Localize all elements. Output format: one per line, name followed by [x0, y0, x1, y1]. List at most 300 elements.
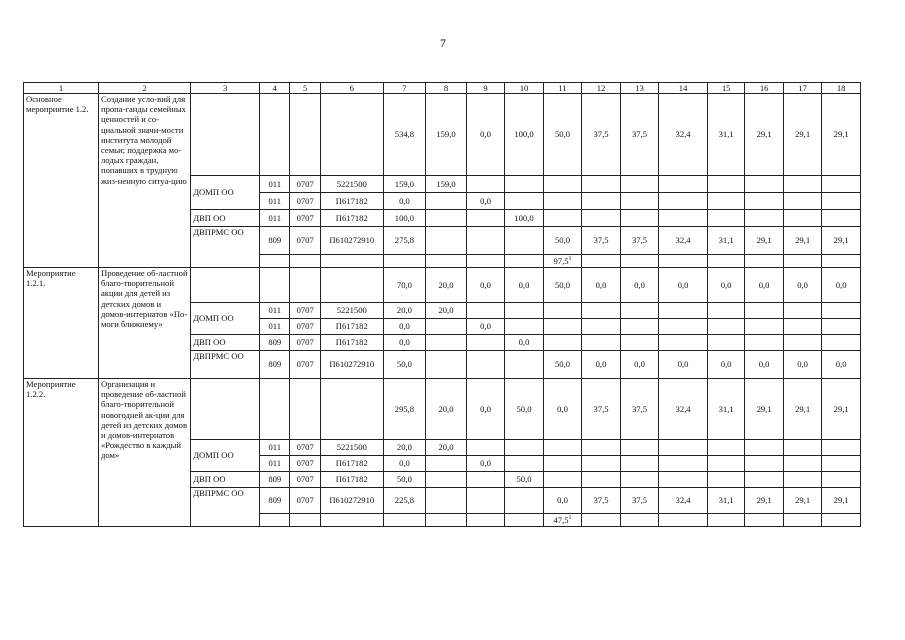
value-cell — [426, 193, 467, 210]
target-article-cell: П617182 — [320, 472, 383, 488]
total-value-cell: 0,0 — [822, 268, 861, 303]
block-total-row — [24, 379, 861, 440]
header-cell: 12 — [582, 83, 621, 94]
empty-cell — [822, 210, 861, 227]
org-cell: ДОМП ОО — [191, 303, 260, 335]
empty-cell — [745, 440, 784, 456]
empty-cell — [745, 193, 784, 210]
empty-cell — [783, 303, 822, 319]
total-value-cell: 31,1 — [707, 379, 744, 440]
measure-title: Основное мероприятие 1.2. — [24, 94, 99, 268]
empty-cell — [505, 255, 544, 268]
value-cell — [466, 440, 505, 456]
empty-cell — [707, 210, 744, 227]
empty-cell — [505, 514, 544, 527]
empty-cell — [707, 456, 744, 472]
sum-cell: 0,0 — [383, 335, 426, 351]
value-cell: 0,0 — [745, 351, 784, 379]
empty-cell — [659, 193, 708, 210]
measure-description: Создание усло-вий для пропа-ганды семейных ценностей и со-циальной значи-мости института молодой семьи; поддержка мо-лодых граждан, попавших в трудную жиз-ненную ситуа-цию — [98, 94, 190, 268]
section-cell: 0707 — [290, 440, 320, 456]
value-cell: 0,0 — [707, 351, 744, 379]
value-cell: 32,4 — [659, 488, 708, 514]
grbs-cell: 809 — [260, 335, 290, 351]
value-cell: 100,0 — [505, 210, 544, 227]
target-article-cell: П610272910 — [320, 488, 383, 514]
target-article-cell: П617182 — [320, 210, 383, 227]
empty-cell — [191, 379, 260, 440]
extra-value-cell — [543, 514, 582, 527]
empty-cell — [191, 94, 260, 176]
grbs-cell: 011 — [260, 440, 290, 456]
value-cell: 29,1 — [822, 227, 861, 255]
empty-cell — [383, 514, 426, 527]
empty-cell — [822, 514, 861, 527]
value-cell: 37,5 — [620, 227, 659, 255]
empty-cell — [707, 176, 744, 193]
value-cell — [543, 456, 582, 472]
value-cell: 29,1 — [745, 488, 784, 514]
org-cell: ДВП ОО — [191, 335, 260, 351]
value-cell: 31,1 — [707, 488, 744, 514]
empty-cell — [320, 255, 383, 268]
empty-cell — [505, 488, 544, 514]
total-value-cell: 31,1 — [707, 94, 744, 176]
header-cell: 14 — [659, 83, 708, 94]
empty-cell — [707, 255, 744, 268]
empty-cell — [582, 255, 621, 268]
block-total-row — [24, 268, 861, 303]
value-cell — [543, 210, 582, 227]
empty-cell — [620, 210, 659, 227]
empty-cell — [582, 514, 621, 527]
empty-cell — [659, 472, 708, 488]
empty-cell — [745, 255, 784, 268]
total-value-cell: 0,0 — [659, 268, 708, 303]
empty-cell — [822, 456, 861, 472]
header-cell: 9 — [466, 83, 505, 94]
value-cell: 20,0 — [426, 440, 467, 456]
empty-cell — [582, 472, 621, 488]
empty-cell — [582, 303, 621, 319]
empty-cell — [707, 440, 744, 456]
empty-cell — [620, 319, 659, 335]
empty-cell — [505, 227, 544, 255]
value-cell: 29,1 — [745, 227, 784, 255]
section-cell: 0707 — [290, 472, 320, 488]
empty-cell — [659, 335, 708, 351]
header-cell: 5 — [290, 83, 320, 94]
empty-cell — [582, 440, 621, 456]
empty-cell — [783, 176, 822, 193]
measure-description: Проведение об-ластной благо-творительной акции для детей из детских домов и домов-интернатов «По-моги ближнему» — [98, 268, 190, 379]
section-cell: 0707 — [290, 210, 320, 227]
value-cell: 0,0 — [822, 351, 861, 379]
value-cell — [543, 335, 582, 351]
sum-cell: 159,0 — [383, 176, 426, 193]
value-cell: 0,0 — [543, 488, 582, 514]
footnote-mark: 1 — [568, 256, 572, 263]
value-cell — [426, 319, 467, 335]
empty-cell — [260, 255, 290, 268]
value-cell — [505, 440, 544, 456]
total-value-cell: 50,0 — [543, 268, 582, 303]
target-article-cell: П610272910 — [320, 351, 383, 379]
sum-cell: 50,0 — [383, 351, 426, 379]
measure-title: Мероприятие 1.2.1. — [24, 268, 99, 379]
total-value-cell: 29,1 — [822, 94, 861, 176]
empty-cell — [783, 514, 822, 527]
org-cell: ДВП ОО — [191, 472, 260, 488]
header-cell: 6 — [320, 83, 383, 94]
value-cell — [543, 303, 582, 319]
org-cell: ДВПРМС ОО — [191, 227, 260, 268]
org-cell: ДОМП ОО — [191, 440, 260, 472]
empty-cell — [783, 193, 822, 210]
sum-cell: 0,0 — [383, 193, 426, 210]
measure-description: Организация и проведение об-ластной благо-творительной новогодней ак-ции для детей из детских домов и домов-интернатов «Рождество в каждый дом» — [98, 379, 190, 527]
empty-cell — [426, 351, 467, 379]
empty-cell — [290, 94, 320, 176]
total-value-cell: 159,0 — [426, 94, 467, 176]
empty-cell — [783, 210, 822, 227]
empty-cell — [191, 268, 260, 303]
header-cell: 1 — [24, 83, 99, 94]
empty-cell — [659, 456, 708, 472]
section-cell: 0707 — [290, 176, 320, 193]
value-cell — [543, 176, 582, 193]
value-cell: 29,1 — [783, 488, 822, 514]
empty-cell — [822, 176, 861, 193]
value-cell — [543, 193, 582, 210]
total-value-cell: 32,4 — [659, 94, 708, 176]
empty-cell — [822, 319, 861, 335]
total-value-cell: 32,4 — [659, 379, 708, 440]
empty-cell — [582, 210, 621, 227]
empty-cell — [783, 440, 822, 456]
empty-cell — [822, 440, 861, 456]
empty-cell — [822, 193, 861, 210]
empty-cell — [320, 514, 383, 527]
total-value-cell: 0,0 — [466, 94, 505, 176]
empty-cell — [505, 351, 544, 379]
grbs-cell: 011 — [260, 176, 290, 193]
org-cell: ДВПРМС ОО — [191, 488, 260, 527]
value-cell — [426, 210, 467, 227]
value-cell: 37,5 — [620, 488, 659, 514]
target-article-cell: П617182 — [320, 193, 383, 210]
total-value-cell: 50,0 — [505, 379, 544, 440]
page-number: 7 — [440, 36, 446, 50]
budget-table — [23, 82, 861, 527]
empty-cell — [466, 514, 505, 527]
header-cell: 17 — [783, 83, 822, 94]
value-cell — [466, 472, 505, 488]
table-body — [24, 83, 861, 527]
empty-cell — [707, 319, 744, 335]
total-value-cell: 295,8 — [383, 379, 426, 440]
section-cell: 0707 — [290, 351, 320, 379]
sum-cell: 0,0 — [383, 319, 426, 335]
empty-cell — [745, 335, 784, 351]
empty-cell — [745, 319, 784, 335]
sum-cell: 0,0 — [383, 456, 426, 472]
empty-cell — [466, 227, 505, 255]
empty-cell — [260, 514, 290, 527]
header-cell: 10 — [505, 83, 544, 94]
grbs-cell: 809 — [260, 351, 290, 379]
total-value-cell: 0,0 — [543, 379, 582, 440]
section-cell: 0707 — [290, 193, 320, 210]
empty-cell — [745, 303, 784, 319]
value-cell: 0,0 — [466, 193, 505, 210]
value-cell — [426, 456, 467, 472]
empty-cell — [582, 176, 621, 193]
empty-cell — [620, 472, 659, 488]
empty-cell — [707, 472, 744, 488]
empty-cell — [659, 319, 708, 335]
total-value-cell: 50,0 — [543, 94, 582, 176]
grbs-cell: 809 — [260, 472, 290, 488]
header-cell: 7 — [383, 83, 426, 94]
value-cell — [543, 472, 582, 488]
empty-cell — [260, 94, 290, 176]
grbs-cell: 011 — [260, 210, 290, 227]
total-value-cell: 70,0 — [383, 268, 426, 303]
header-cell: 2 — [98, 83, 190, 94]
empty-cell — [466, 351, 505, 379]
target-article-cell: П617182 — [320, 456, 383, 472]
empty-cell — [290, 514, 320, 527]
empty-cell — [466, 255, 505, 268]
total-value-cell: 37,5 — [582, 379, 621, 440]
value-cell — [466, 303, 505, 319]
value-cell: 32,4 — [659, 227, 708, 255]
empty-cell — [620, 193, 659, 210]
value-cell — [505, 303, 544, 319]
total-value-cell: 37,5 — [582, 94, 621, 176]
empty-cell — [620, 456, 659, 472]
value-cell — [466, 335, 505, 351]
empty-cell — [582, 319, 621, 335]
section-cell: 0707 — [290, 488, 320, 514]
empty-cell — [707, 335, 744, 351]
value-cell — [505, 319, 544, 335]
empty-cell — [582, 335, 621, 351]
empty-cell — [783, 456, 822, 472]
value-cell — [505, 176, 544, 193]
empty-cell — [582, 456, 621, 472]
empty-cell — [745, 210, 784, 227]
value-cell — [543, 319, 582, 335]
value-cell — [543, 440, 582, 456]
sum-cell: 20,0 — [383, 440, 426, 456]
empty-cell — [426, 227, 467, 255]
empty-cell — [745, 472, 784, 488]
empty-cell — [426, 514, 467, 527]
value-cell: 0,0 — [582, 351, 621, 379]
empty-cell — [783, 335, 822, 351]
value-cell: 50,0 — [543, 351, 582, 379]
total-value-cell: 0,0 — [582, 268, 621, 303]
header-cell: 4 — [260, 83, 290, 94]
empty-cell — [383, 255, 426, 268]
empty-cell — [582, 193, 621, 210]
empty-cell — [707, 514, 744, 527]
empty-cell — [426, 255, 467, 268]
target-article-cell: 5221500 — [320, 176, 383, 193]
total-value-cell: 29,1 — [745, 94, 784, 176]
total-value-cell: 534,8 — [383, 94, 426, 176]
empty-cell — [745, 176, 784, 193]
header-cell: 8 — [426, 83, 467, 94]
section-cell: 0707 — [290, 456, 320, 472]
value-cell — [426, 335, 467, 351]
footnote-mark: 1 — [568, 515, 572, 522]
target-article-cell: П617182 — [320, 335, 383, 351]
org-cell: ДВП ОО — [191, 210, 260, 227]
sum-cell: 20,0 — [383, 303, 426, 319]
total-value-cell: 0,0 — [466, 379, 505, 440]
header-cell: 11 — [543, 83, 582, 94]
value-cell: 159,0 — [426, 176, 467, 193]
org-cell: ДОМП ОО — [191, 176, 260, 210]
extra-value: 97,5 — [553, 255, 569, 266]
sum-cell: 50,0 — [383, 472, 426, 488]
header-cell: 16 — [745, 83, 784, 94]
empty-cell — [659, 255, 708, 268]
total-value-cell: 0,0 — [466, 268, 505, 303]
empty-cell — [822, 472, 861, 488]
value-cell: 0,0 — [783, 351, 822, 379]
total-value-cell: 20,0 — [426, 268, 467, 303]
empty-cell — [260, 379, 290, 440]
measure-title: Мероприятие 1.2.2. — [24, 379, 99, 527]
total-value-cell: 37,5 — [620, 94, 659, 176]
empty-cell — [783, 472, 822, 488]
empty-cell — [320, 379, 383, 440]
target-article-cell: 5221500 — [320, 440, 383, 456]
value-cell: 50,0 — [543, 227, 582, 255]
empty-cell — [659, 176, 708, 193]
value-cell: 37,5 — [582, 227, 621, 255]
empty-cell — [822, 335, 861, 351]
total-value-cell: 29,1 — [822, 379, 861, 440]
org-cell: ДВПРМС ОО — [191, 351, 260, 379]
sum-cell: 275,8 — [383, 227, 426, 255]
empty-cell — [620, 514, 659, 527]
empty-cell — [783, 255, 822, 268]
empty-cell — [260, 268, 290, 303]
total-value-cell: 29,1 — [783, 379, 822, 440]
sum-cell: 100,0 — [383, 210, 426, 227]
extra-value: 47,5 — [553, 514, 569, 525]
total-value-cell: 37,5 — [620, 379, 659, 440]
total-value-cell: 0,0 — [745, 268, 784, 303]
empty-cell — [745, 514, 784, 527]
empty-cell — [620, 176, 659, 193]
header-cell: 18 — [822, 83, 861, 94]
empty-cell — [822, 255, 861, 268]
empty-cell — [290, 268, 320, 303]
block-total-row — [24, 94, 861, 176]
empty-cell — [783, 319, 822, 335]
grbs-cell: 809 — [260, 227, 290, 255]
value-cell: 37,5 — [582, 488, 621, 514]
total-value-cell: 0,0 — [620, 268, 659, 303]
empty-cell — [745, 456, 784, 472]
value-cell — [466, 210, 505, 227]
header-cell: 3 — [191, 83, 260, 94]
value-cell — [426, 472, 467, 488]
empty-cell — [290, 379, 320, 440]
empty-cell — [620, 440, 659, 456]
section-cell: 0707 — [290, 303, 320, 319]
empty-cell — [659, 440, 708, 456]
empty-cell — [466, 488, 505, 514]
grbs-cell: 011 — [260, 193, 290, 210]
empty-cell — [659, 210, 708, 227]
target-article-cell: 5221500 — [320, 303, 383, 319]
total-value-cell: 20,0 — [426, 379, 467, 440]
value-cell — [505, 456, 544, 472]
value-cell: 29,1 — [783, 227, 822, 255]
header-cell: 13 — [620, 83, 659, 94]
grbs-cell: 809 — [260, 488, 290, 514]
empty-cell — [822, 303, 861, 319]
value-cell: 20,0 — [426, 303, 467, 319]
value-cell: 0,0 — [505, 335, 544, 351]
section-cell: 0707 — [290, 227, 320, 255]
header-cell: 15 — [707, 83, 744, 94]
total-value-cell: 0,0 — [505, 268, 544, 303]
value-cell: 0,0 — [659, 351, 708, 379]
value-cell: 50,0 — [505, 472, 544, 488]
empty-cell — [620, 303, 659, 319]
total-value-cell: 29,1 — [783, 94, 822, 176]
empty-cell — [620, 335, 659, 351]
target-article-cell: П617182 — [320, 319, 383, 335]
total-value-cell: 29,1 — [745, 379, 784, 440]
sum-cell: 225,8 — [383, 488, 426, 514]
empty-cell — [659, 303, 708, 319]
empty-cell — [320, 94, 383, 176]
empty-cell — [620, 255, 659, 268]
empty-cell — [290, 255, 320, 268]
grbs-cell: 011 — [260, 319, 290, 335]
value-cell — [505, 193, 544, 210]
total-value-cell: 100,0 — [505, 94, 544, 176]
grbs-cell: 011 — [260, 303, 290, 319]
section-cell: 0707 — [290, 319, 320, 335]
value-cell: 0,0 — [466, 456, 505, 472]
section-cell: 0707 — [290, 335, 320, 351]
extra-value-cell — [543, 255, 582, 268]
value-cell — [466, 176, 505, 193]
value-cell: 29,1 — [822, 488, 861, 514]
total-value-cell: 0,0 — [707, 268, 744, 303]
value-cell: 31,1 — [707, 227, 744, 255]
grbs-cell: 011 — [260, 456, 290, 472]
total-value-cell: 0,0 — [783, 268, 822, 303]
value-cell: 0,0 — [620, 351, 659, 379]
empty-cell — [320, 268, 383, 303]
empty-cell — [707, 303, 744, 319]
empty-cell — [426, 488, 467, 514]
target-article-cell: П610272910 — [320, 227, 383, 255]
empty-cell — [659, 514, 708, 527]
empty-cell — [707, 193, 744, 210]
